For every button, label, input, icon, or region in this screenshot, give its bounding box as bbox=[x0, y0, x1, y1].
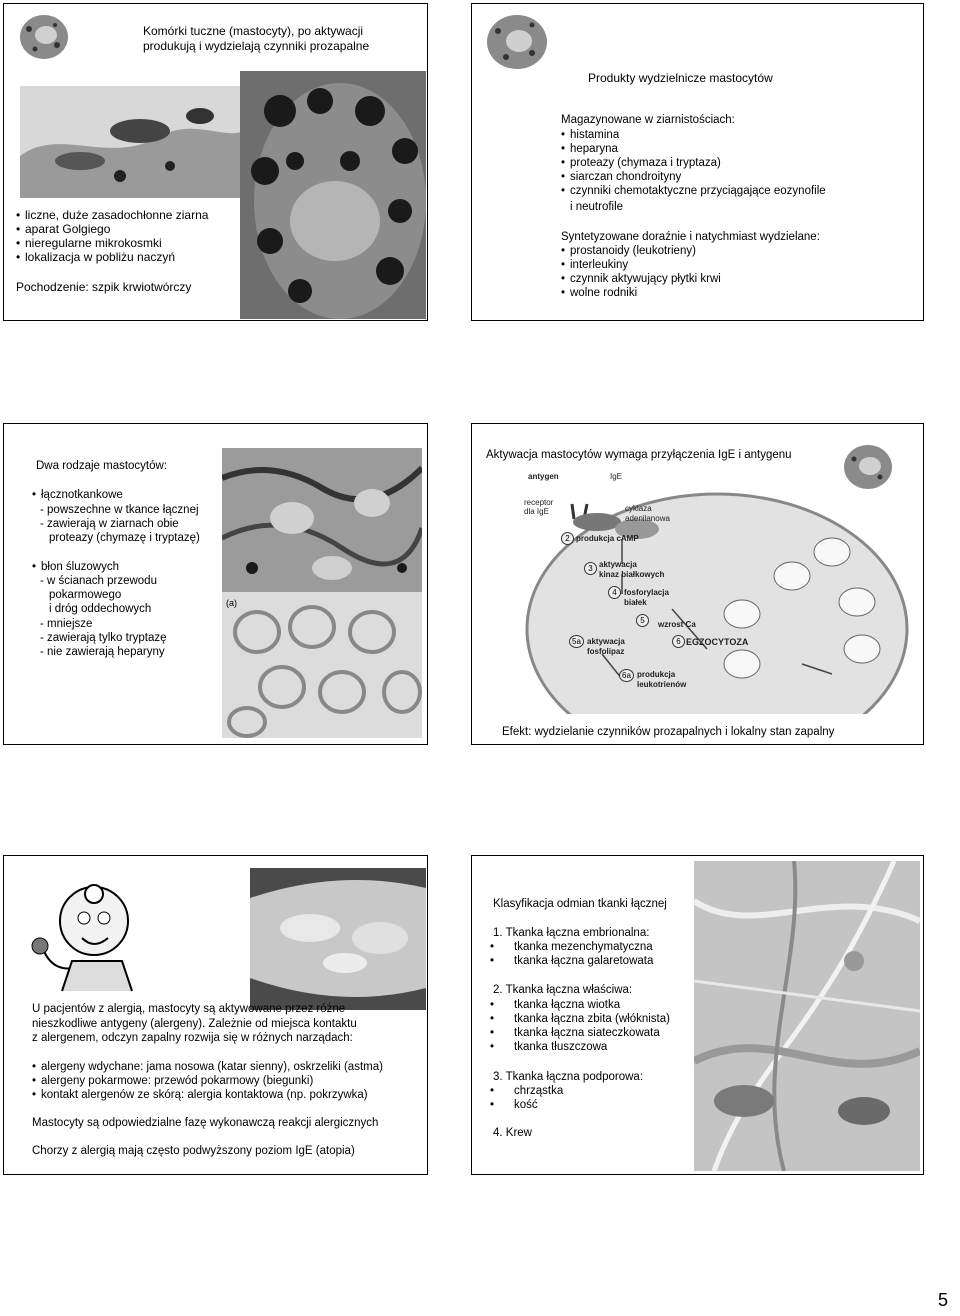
list-item: • czynniki chemotaktyczne przyciągające eozynofile bbox=[561, 184, 826, 198]
group1-line: - powszechne w tkance łącznej bbox=[40, 504, 199, 516]
label-ige: IgE bbox=[610, 472, 623, 481]
mast-cell-thumbnail bbox=[482, 9, 552, 74]
label-fosfolipaz-line2: fosfolipaz bbox=[587, 647, 625, 656]
list-item: • tkanka łączna zbita (włóknista) bbox=[490, 1012, 670, 1026]
label-leukotrienow-line2: leukotrienów bbox=[637, 680, 687, 689]
label-receptor-line1: receptor bbox=[524, 498, 554, 507]
list-item: • proteazy (chymaza i tryptaza) bbox=[561, 156, 826, 170]
connective-tissue-illustration bbox=[694, 861, 920, 1171]
label-receptor-line2: dla IgE bbox=[524, 507, 549, 516]
slide4-title: Aktywacja mastocytów wymaga przyłączenia IgE i antygenu bbox=[486, 449, 792, 461]
list-item: • tkanka łączna siateczkowata bbox=[490, 1026, 670, 1040]
list-item: • nieregularne mikrokosmki bbox=[16, 236, 208, 250]
step-3-marker: 3 bbox=[584, 562, 597, 575]
slide5-chorzy-line: Chorzy z alergią mają często podwyższony poziom IgE (atopia) bbox=[32, 1145, 355, 1157]
slide6-title: Klasyfikacja odmian tkanki łącznej bbox=[493, 898, 667, 910]
stored-list bbox=[561, 128, 826, 198]
stored-heading: Magazynowane w ziarnistościach: bbox=[561, 114, 735, 126]
slide2-title: Produkty wydzielnicze mastocytów bbox=[588, 71, 773, 85]
slide-secretory-products bbox=[471, 3, 924, 321]
slide-two-types bbox=[3, 423, 428, 745]
list-item: • aparat Golgiego bbox=[16, 222, 208, 236]
slide1-bullet-list bbox=[16, 208, 208, 264]
group2-line: pokarmowego bbox=[49, 589, 122, 601]
mucosa-micrograph bbox=[222, 592, 422, 738]
label-egzocytoza: EGZOCYTOZA bbox=[686, 637, 749, 647]
group2-line: - zawierają tylko tryptazę bbox=[40, 632, 167, 644]
label-cyklaza-line2: adenilanowa bbox=[625, 514, 670, 523]
list-item: • wolne rodniki bbox=[561, 286, 721, 300]
section-4-title: 4. Krew bbox=[493, 1127, 532, 1139]
list-item: • liczne, duże zasadochłonne ziarna bbox=[16, 208, 208, 222]
group2-list bbox=[32, 560, 119, 574]
list-item: • tkanka łączna galaretowata bbox=[490, 954, 653, 968]
section-2-title: 2. Tkanka łączna właściwa: bbox=[493, 984, 633, 996]
tissue-illustration-drawing bbox=[694, 861, 920, 1171]
list-item: • tkanka mezenchymatyczna bbox=[490, 940, 653, 954]
step-2-marker: 2 bbox=[561, 532, 574, 545]
list-item: • histamina bbox=[561, 128, 826, 142]
list-item: • łącznotkankowe bbox=[32, 488, 123, 502]
list-item: • tkanka tłuszczowa bbox=[490, 1040, 670, 1054]
section-1-list bbox=[490, 940, 653, 968]
list-item: • błon śluzowych bbox=[32, 560, 119, 574]
section-1-title: 1. Tkanka łączna embrionalna: bbox=[493, 927, 650, 939]
group2-line: - mniejsze bbox=[40, 618, 93, 630]
list-item: • czynnik aktywujący płytki krwi bbox=[561, 272, 721, 286]
group2-line: - w ścianach przewodu bbox=[40, 575, 157, 587]
label-fosforylacja-line2: białek bbox=[624, 598, 647, 607]
slide5-mastocyty-line: Mastocyty są odpowiedzialne fazę wykonawczą reakcji alergicznych bbox=[32, 1117, 379, 1129]
group2-line: - nie zawierają heparyny bbox=[40, 646, 165, 658]
synth-heading: Syntetyzowane doraźnie i natychmiast wydzielane: bbox=[561, 231, 820, 243]
slide-activation bbox=[471, 423, 924, 745]
list-item: • kość bbox=[490, 1098, 563, 1112]
stored-continuation: i neutrofile bbox=[570, 201, 624, 213]
allergen-list bbox=[32, 1060, 383, 1102]
list-item: • interleukiny bbox=[561, 258, 721, 272]
section-3-list bbox=[490, 1084, 563, 1112]
label-fosforylacja-line1: fosforylacja bbox=[624, 588, 669, 597]
label-antygen: antygen bbox=[528, 472, 559, 481]
label-wzrost-ca: wzrost Ca bbox=[658, 620, 696, 629]
step-4-marker: 4 bbox=[608, 586, 621, 599]
doctor-cartoon-drawing bbox=[22, 866, 142, 996]
image-label: (a) bbox=[226, 598, 237, 608]
label-camp: produkcja cAMP bbox=[576, 534, 639, 543]
cell-thumbnail-drawing bbox=[15, 9, 73, 64]
connective-tissue-micrograph bbox=[222, 448, 422, 592]
step-6-marker: 6 bbox=[672, 635, 685, 648]
activation-diagram bbox=[472, 464, 924, 714]
list-item: • alergeny wdychane: jama nosowa (katar sienny), oskrzeliki (astma) bbox=[32, 1060, 383, 1074]
label-cyklaza-line1: cyklaza bbox=[625, 504, 652, 513]
skin-reaction-photo bbox=[250, 868, 426, 1010]
group1-line: proteazy (chymazę i tryptazę) bbox=[49, 532, 200, 544]
step-5-marker: 5 bbox=[636, 614, 649, 627]
page-number: 5 bbox=[938, 1290, 949, 1310]
micrograph-drawing bbox=[222, 592, 422, 738]
list-item: • kontakt alergenów ze skórą: alergia kontaktowa (np. pokrzywka) bbox=[32, 1088, 383, 1102]
section-3-title: 3. Tkanka łączna podporowa: bbox=[493, 1071, 644, 1083]
slide-mastocyty-intro bbox=[3, 3, 428, 321]
label-leukotrienow-line1: produkcja bbox=[637, 670, 676, 679]
slide5-para-line2: nieszkodliwe antygeny (alergeny). Zależnie od miejsca kontaktu bbox=[32, 1018, 357, 1030]
cell-thumbnail-drawing bbox=[482, 9, 552, 74]
slide1-origin: Pochodzenie: szpik krwiotwórczy bbox=[16, 280, 192, 294]
slide-classification bbox=[471, 855, 924, 1175]
slide1-title-line1: Komórki tuczne (mastocyty), po aktywacji bbox=[143, 24, 364, 38]
doctor-cartoon bbox=[22, 866, 142, 996]
slide1-title-line2: produkują i wydzielają czynniki prozapalne bbox=[143, 39, 370, 53]
micrograph-drawing bbox=[222, 448, 422, 592]
group1-line: - zawierają w ziarnach obie bbox=[40, 518, 179, 530]
group1-list bbox=[32, 488, 123, 502]
slide5-para-line3: z alergenem, odczyn zapalny rozwija się w różnych narządach: bbox=[32, 1032, 353, 1044]
list-item: • prostanoidy (leukotrieny) bbox=[561, 244, 721, 258]
skin-photo-drawing bbox=[250, 868, 426, 1010]
label-fosfolipaz-line1: aktywacja bbox=[587, 637, 625, 646]
group2-line: i dróg oddechowych bbox=[49, 603, 152, 615]
histology-drawing bbox=[20, 86, 252, 198]
slide4-effect: Efekt: wydzielanie czynników prozapalnych i lokalny stan zapalny bbox=[502, 726, 835, 738]
step-6a-marker: 6a bbox=[619, 669, 634, 682]
section-2-list bbox=[490, 998, 670, 1054]
label-kinazy-line1: aktywacja bbox=[599, 560, 637, 569]
histology-image bbox=[20, 86, 252, 198]
slide3-title: Dwa rodzaje mastocytów: bbox=[36, 460, 168, 472]
list-item: • lokalizacja w pobliżu naczyń bbox=[16, 250, 208, 264]
step-5a-marker: 5a bbox=[569, 635, 584, 648]
list-item: • siarczan chondroityny bbox=[561, 170, 826, 184]
list-item: • chrząstka bbox=[490, 1084, 563, 1098]
slide-allergy bbox=[3, 855, 428, 1175]
list-item: • heparyna bbox=[561, 142, 826, 156]
synth-list bbox=[561, 244, 721, 300]
list-item: • tkanka łączna wiotka bbox=[490, 998, 670, 1012]
mast-cell-thumbnail bbox=[15, 9, 73, 64]
slide5-para-line1: U pacjentów z alergią, mastocyty są aktywowane przez różne bbox=[32, 1003, 346, 1015]
list-item: • alergeny pokarmowe: przewód pokarmowy (biegunki) bbox=[32, 1074, 383, 1088]
electron-micrograph bbox=[240, 71, 426, 319]
micrograph-drawing bbox=[240, 71, 426, 319]
label-kinazy-line2: kinaz białkowych bbox=[599, 570, 665, 579]
